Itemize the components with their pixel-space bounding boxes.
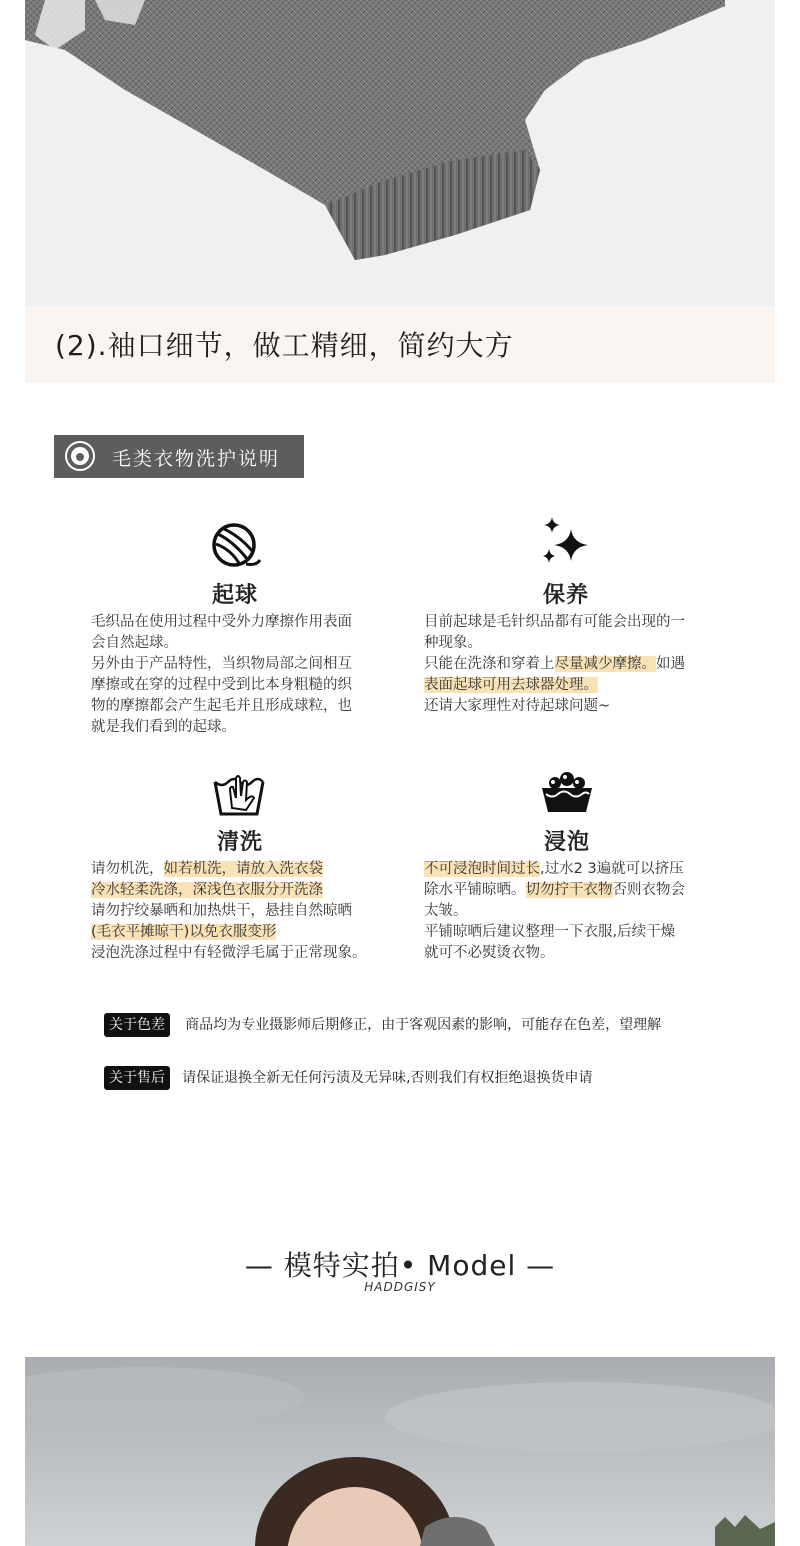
- note-color-diff: [104, 1014, 661, 1034]
- care-text-pilling: [91, 612, 391, 738]
- care-line: [424, 880, 724, 901]
- care-text-segment: 另外由于产品特性，当织物局部之间相互: [91, 656, 352, 672]
- note-tag-after-sales: 关于售后: [104, 1066, 170, 1090]
- care-text-segment: 毛织品在使用过程中受外力摩擦作用表面: [91, 614, 352, 630]
- care-title-washing: 清洗: [216, 830, 263, 855]
- care-title-pilling: 起球: [211, 583, 258, 608]
- note-text-after-sales: 请保证退换全新无任何污渍及无异味,否则我们有权拒绝退换货申请: [182, 1070, 593, 1086]
- care-text-segment: 只能在洗涤和穿着上: [424, 656, 555, 672]
- hand-wash-icon: [212, 768, 266, 822]
- care-text-segment: 就是我们看到的起球。: [91, 719, 236, 735]
- care-text-segment: 请勿拧绞暴晒和加热烘干，悬挂自然晾晒: [91, 903, 352, 919]
- care-text-maintenance: [424, 612, 724, 717]
- care-text-segment: 否则衣物会: [612, 882, 685, 898]
- model-section-subtitle: HADDGISY: [364, 1280, 436, 1294]
- section-title: 毛类衣物洗护说明: [112, 448, 281, 470]
- care-title-maintenance: 保养: [542, 583, 589, 608]
- care-text-segment: 目前起球是毛针织品都有可能会出现的一: [424, 614, 685, 630]
- care-text-segment: 浸泡洗涤过程中有轻微浮毛属于正常现象。: [91, 945, 367, 961]
- care-text-segment: 物的摩擦都会产生起毛并且形成球粒，也: [91, 698, 352, 714]
- care-text-washing: [91, 859, 391, 964]
- care-text-segment: 除水平铺晾晒。: [424, 882, 526, 898]
- highlighted-text: (毛衣平摊晾干)以免衣服变形: [91, 924, 277, 940]
- care-line: [424, 943, 724, 964]
- model-section-title: — 模特实拍• Model —: [244, 1249, 556, 1282]
- care-line: [91, 717, 391, 738]
- care-text-segment: 会自然起球。: [91, 635, 178, 651]
- highlighted-text: 不可浸泡时间过长: [424, 861, 540, 877]
- highlighted-text: 切勿拧干衣物: [525, 882, 613, 898]
- care-line: [424, 633, 724, 654]
- yarn-ball-icon: [208, 520, 262, 574]
- care-text-segment: 平铺晾晒后建议整理一下衣服,后续干燥: [424, 924, 676, 940]
- care-line: [424, 696, 724, 717]
- care-line: [91, 654, 391, 675]
- care-text-soaking: [424, 859, 724, 964]
- model-photo: [25, 1357, 775, 1546]
- soak-tub-icon: [540, 768, 594, 822]
- caption-bar: [25, 306, 775, 383]
- note-text-color: 商品均为专业摄影师后期修正，由于客观因素的影响，可能存在色差，望理解: [185, 1017, 662, 1033]
- care-line: [91, 675, 391, 696]
- care-text-segment: 摩擦或在穿的过程中受到比本身粗糙的织: [91, 677, 352, 693]
- care-line: [91, 612, 391, 633]
- care-text-segment: 请勿机洗，: [91, 861, 164, 877]
- care-line: [424, 922, 724, 943]
- sheep-icon: [65, 441, 95, 471]
- note-after-sales: [104, 1067, 593, 1087]
- care-line: [424, 675, 724, 696]
- care-text-segment: 如遇: [656, 656, 685, 672]
- care-line: [91, 901, 391, 922]
- highlighted-text: 如若机洗，请放入洗衣袋: [163, 861, 323, 877]
- section-header: [54, 435, 304, 478]
- care-line: [91, 943, 391, 964]
- care-line: [424, 859, 724, 880]
- care-text-segment: 还请大家理性对待起球问题~: [424, 698, 611, 714]
- sparkle-icon: [538, 515, 592, 569]
- care-text-segment: ,过水2 3遍就可以挤压: [540, 861, 684, 877]
- care-line: [91, 859, 391, 880]
- care-line: [424, 654, 724, 675]
- care-text-segment: 就可不必熨烫衣物。: [424, 945, 555, 961]
- care-line: [91, 633, 391, 654]
- care-line: [424, 901, 724, 922]
- care-line: [424, 612, 724, 633]
- care-text-segment: 种现象。: [424, 635, 482, 651]
- care-line: [91, 880, 391, 901]
- product-photo-cuff: [25, 0, 775, 306]
- note-tag-color: 关于色差: [104, 1013, 170, 1037]
- care-text-segment: 太皱。: [424, 903, 468, 919]
- care-line: [91, 922, 391, 943]
- care-title-soaking: 浸泡: [543, 830, 590, 855]
- caption-text: (2).袖口细节，做工精细，简约大方: [55, 329, 514, 362]
- highlighted-text: 表面起球可用去球器处理。: [424, 677, 598, 693]
- highlighted-text: 尽量减少摩擦。: [554, 656, 656, 672]
- care-line: [91, 696, 391, 717]
- highlighted-text: 冷水轻柔洗涤，深浅色衣服分开洗涤: [91, 882, 323, 898]
